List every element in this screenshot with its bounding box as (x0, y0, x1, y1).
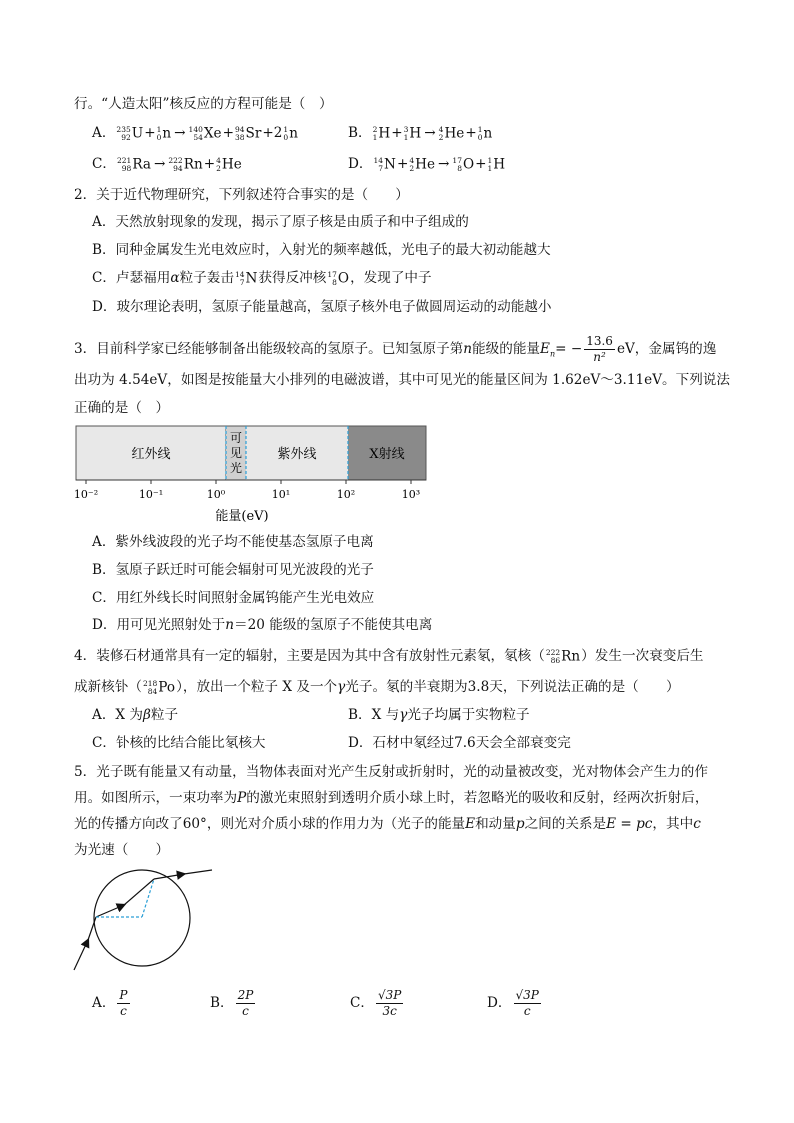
operator: + (144, 125, 156, 141)
tick-label: 10⁻² (73, 488, 99, 501)
option-key: C． (92, 156, 116, 172)
incident-ray (74, 940, 88, 970)
nuclide-po (142, 679, 176, 695)
nuclide: 221 98 Ra (117, 155, 151, 173)
tick-label: 10⁰ (206, 488, 226, 501)
axis-label: 能量(eV) (215, 509, 269, 524)
q3-text-c: eV，金属钨的逸 (616, 341, 717, 357)
q4-stem-line-2: 成新核钋（ 218 84 Po），放出一个粒子 X 及一个γ光子。氡的半衰期为3.8天，下列说法正确的是（ ） (74, 678, 680, 696)
q2-c-text-4: ，发现了中子 (350, 270, 432, 286)
tick-label: 10¹ (271, 488, 291, 501)
q2-c-text-1: C．卢瑟福用 (92, 270, 171, 286)
label-visible-2: 见 (229, 446, 243, 460)
option-key: B． (348, 125, 372, 141)
energy-fraction: $\frac{13.6}{\text{n²}}$ (586, 334, 613, 364)
nuclide: 1 1 H (487, 155, 506, 173)
label-ultraviolet: 紫外线 (277, 447, 317, 462)
q3-stem-line-2: 出功为 4.54eV，如图是按能量大小排列的电磁波谱，其中可见光的能量区间为 1.62eV～3.11eV。下列说法 (74, 372, 730, 388)
q5-stem-line-1: 5．光子既有能量又有动量，当物体表面对光产生反射或折射时，光的动量被改变，光对物体会产生力的作 (74, 764, 708, 780)
var-n: n (463, 341, 473, 357)
option-key: C． (350, 995, 374, 1011)
em-spectrum-figure (70, 422, 435, 528)
arrow-symbol: → (438, 156, 450, 172)
arrow-symbol: → (424, 125, 436, 141)
q5-option-d[interactable] (487, 988, 543, 1019)
q2-stem: 2．关于近代物理研究，下列叙述符合事实的是（ ） (74, 187, 409, 203)
arrow-symbol: → (174, 125, 186, 141)
q3-text-a: 3．目前科学家已经能够制备出能级较高的氢原子。已知氢原子第 (74, 341, 464, 357)
nuclide: 1 0 n (156, 124, 172, 142)
label-visible-1: 可 (229, 431, 243, 445)
nuclide-o17 (326, 270, 350, 286)
nuclide: 222 86 Rn (545, 647, 581, 665)
nuclide: 17 8 O (452, 155, 475, 173)
operator: + (203, 156, 216, 172)
outgoing-ray-2 (184, 870, 212, 874)
q4-option-b[interactable]: B．X 与γ光子均属于实物粒子 (348, 707, 530, 723)
alpha-symbol: α (170, 270, 180, 286)
equals-minus: = − (555, 341, 583, 357)
nuclide: 4 2 He (409, 155, 436, 173)
question-intro: 行。“人造太阳”核反应的方程可能是（ ） (74, 96, 333, 112)
q3-option-d[interactable]: D．用可见光照射处于n＝20 能级的氢原子不能使其电离 (92, 617, 433, 633)
operator: + (465, 125, 477, 141)
nuclide: 222 94 Rn (168, 155, 203, 173)
nuclide: 140 54 Xe (188, 124, 222, 142)
q2-c-text-3: 获得反冲核 (258, 270, 327, 286)
q1-option-d[interactable] (348, 154, 506, 175)
q1-option-b[interactable] (348, 123, 493, 144)
tick-label: 10⁻¹ (138, 488, 164, 501)
arrow-symbol: → (153, 156, 166, 172)
nuclide: 3 1 H (403, 124, 422, 142)
nuclide: 1 0 n (283, 124, 298, 142)
q5-stem-line-2: 用。如图所示，一束功率为P的激光束照射到透明介质小球上时，若忽略光的吸收和反射，经两次折射后， (74, 790, 709, 806)
q3-option-c[interactable]: C．用红外线长时间照射金属钨能产生光电效应 (92, 590, 375, 606)
operator: + (475, 156, 487, 172)
q5-option-b[interactable] (210, 988, 257, 1019)
label-xray: X射线 (369, 447, 405, 462)
q4-option-d[interactable]: D．石材中氡经过7.6天会全部衰变完 (348, 735, 571, 751)
nuclide: 14 7 N (234, 269, 258, 287)
q3-option-b[interactable]: B．氢原子跃迁时可能会辐射可见光波段的光子 (92, 562, 374, 578)
q3-option-a[interactable]: A．紫外线波段的光子均不能使基态氢原子电离 (92, 534, 374, 550)
nuclide: 14 7 N (373, 155, 396, 173)
energy-ticks (74, 480, 420, 501)
option-key: D． (348, 156, 373, 172)
sphere-refraction-figure (66, 860, 226, 975)
operator: +2 (262, 125, 283, 141)
q2-option-d[interactable]: D．玻尔理论表明，氢原子能量越高，氢原子核外电子做圆周运动的动能越小 (92, 299, 552, 315)
q2-option-a[interactable]: A．天然放射现象的发现，揭示了原子核是由质子和中子组成的 (92, 214, 469, 230)
operator: + (391, 125, 403, 141)
q2-option-c[interactable] (92, 268, 432, 289)
option-key: A． (92, 125, 116, 141)
nuclide: 17 8 O (327, 269, 350, 287)
q4-option-a[interactable]: A．X 为β粒子 (92, 707, 179, 723)
tick-label: 10³ (401, 488, 421, 501)
q2-option-b[interactable]: B．同种金属发生光电效应时，入射光的频率越低，光电子的最大初动能越大 (92, 242, 551, 258)
q1-option-a[interactable] (92, 123, 299, 144)
operator: + (222, 125, 234, 141)
q4-stem-line-1: 4．装修石材通常具有一定的辐射，主要是因为其中含有放射性元素氡，氡核（ 222 86 Rn）发生一次衰变后生 (74, 647, 704, 665)
option-key: A． (92, 995, 116, 1011)
fraction: $\frac{P}{c}$ (119, 988, 128, 1018)
q4-option-c[interactable]: C．钋核的比结合能比氡核大 (92, 735, 266, 751)
fraction: $\frac{2P}{c}$ (237, 988, 254, 1018)
nuclide: 4 2 He (438, 124, 465, 142)
nuclide: 1 0 n (477, 124, 493, 142)
label-infrared: 红外线 (131, 447, 171, 462)
inner-ray (96, 905, 124, 917)
fraction: $\frac{√3P}{3c}$ (378, 988, 402, 1018)
q3-text-b: 能级的能量 (472, 341, 541, 357)
operator: + (396, 156, 409, 172)
q1-option-c[interactable] (92, 154, 243, 175)
label-visible-3: 光 (229, 461, 243, 475)
energy-symbol: $E_n$ (540, 341, 556, 359)
nuclide: 94 38 Sr (235, 124, 262, 142)
tick-label: 10² (336, 488, 356, 501)
q3-stem-line-3: 正确的是（ ） (74, 400, 170, 416)
nuclide: 2 1 H (372, 124, 391, 142)
q5-stem-line-4: 为光速（ ） (74, 842, 170, 858)
glass-sphere (94, 870, 190, 966)
nuclide-rn (545, 648, 581, 664)
nuclide-n14 (234, 270, 258, 286)
option-key: B． (210, 995, 234, 1011)
q5-option-c[interactable] (350, 988, 405, 1019)
nuclide: 235 92 U (116, 124, 144, 142)
q5-stem-line-3: 光的传播方向改了60°，则光对介质小球的作用力为（光子的能量E和动量p之间的关系是E = pc，其中c (74, 816, 701, 832)
nuclide: 4 2 He (216, 155, 242, 173)
fraction: $\frac{√3P}{c}$ (515, 988, 539, 1018)
q5-option-a[interactable] (92, 988, 132, 1019)
option-key: D． (487, 995, 512, 1011)
nuclide: 218 84 Po (142, 678, 176, 696)
q2-c-text-2: 粒子轰击 (179, 270, 234, 286)
q3-stem-line-1 (74, 334, 716, 365)
